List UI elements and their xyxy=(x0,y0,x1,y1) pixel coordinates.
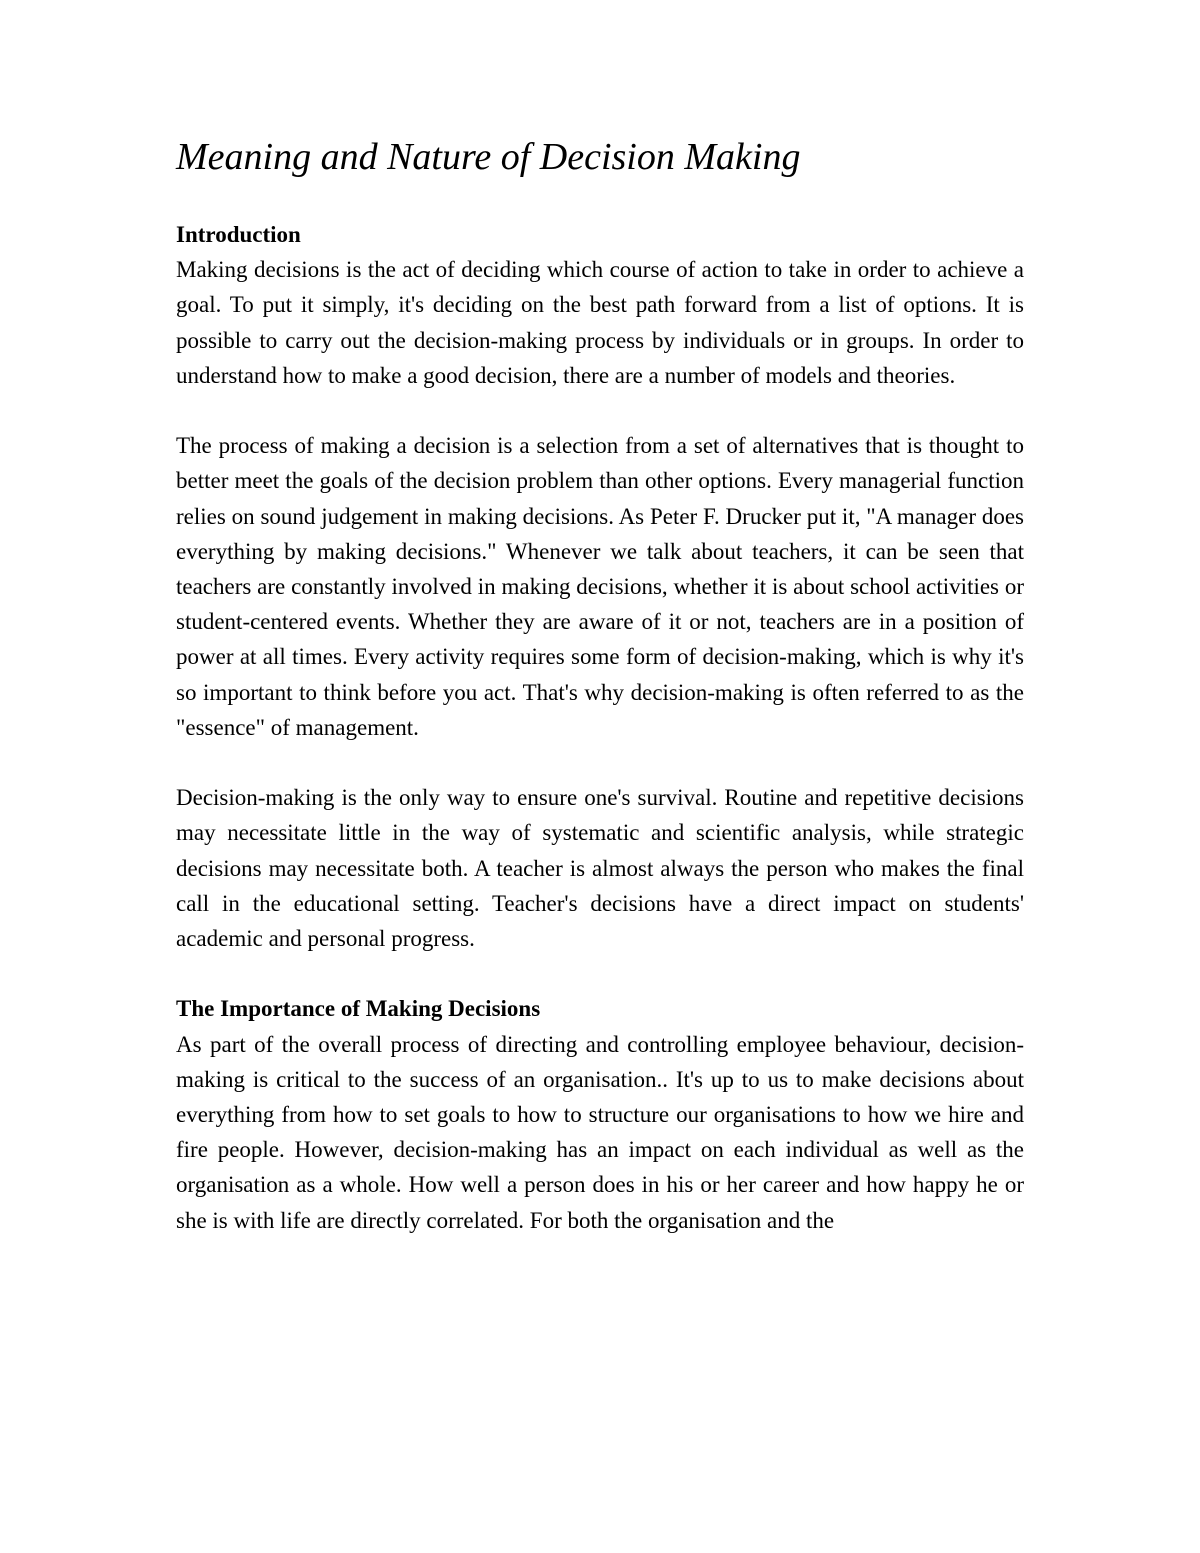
spacer xyxy=(176,956,1024,991)
spacer xyxy=(176,393,1024,428)
section-importance xyxy=(176,991,1024,1237)
paragraph: As part of the overall process of directing and controlling employee behaviour, decision-making is critical to the success of an organisation.. It's up to us to make decisions about everything from how to set goals to how to structure our organisations to how we hire and fire people. However, decision-making has an impact on each individual as well as the organisation as a whole. How well a person does in his or her career and how happy he or she is with life are directly correlated. For both the organisation and the xyxy=(176,1031,1024,1233)
section-heading: The Importance of Making Decisions xyxy=(176,996,541,1022)
paragraph: Making decisions is the act of deciding which course of action to take in order to achieve a goal. To put it simply, it's deciding on the best path forward from a list of options. It is possible to carry out the decision-making process by individuals or in groups. In order to understand how to make a good decision, there are a number of models and theories. xyxy=(176,257,1024,388)
paragraph: Decision-making is the only way to ensure one's survival. Routine and repetitive decisions may necessitate little in the way of systematic and scientific analysis, while strategic decisions may necessitate both. A teacher is almost always the person who makes the final call in the educational setting. Teacher's decisions have a direct impact on students' academic and personal progress. xyxy=(176,785,1024,952)
section-heading: Introduction xyxy=(176,222,301,247)
paragraph: The process of making a decision is a selection from a set of alternatives that is thought to better meet the goals of the decision problem than other options. Every managerial function relies on sound judgement in making decisions. As Peter F. Drucker put it, "A manager does everything by making decisions." Whenever we talk about teachers, it can be seen that teachers are constantly involved in making decisions, whether it is about school activities or student-centered events. Whether they are aware of it or not, teachers are in a position of power at all times. Every activity requires some form of decision-making, which is why it's so important to think before you act. That's why decision-making is often referred to as the "essence" of management. xyxy=(176,433,1024,740)
section-introduction xyxy=(176,217,1024,991)
document-body xyxy=(176,132,1024,1238)
spacer xyxy=(176,182,1024,217)
spacer xyxy=(176,745,1024,780)
page-title: Meaning and Nature of Decision Making xyxy=(176,136,801,178)
